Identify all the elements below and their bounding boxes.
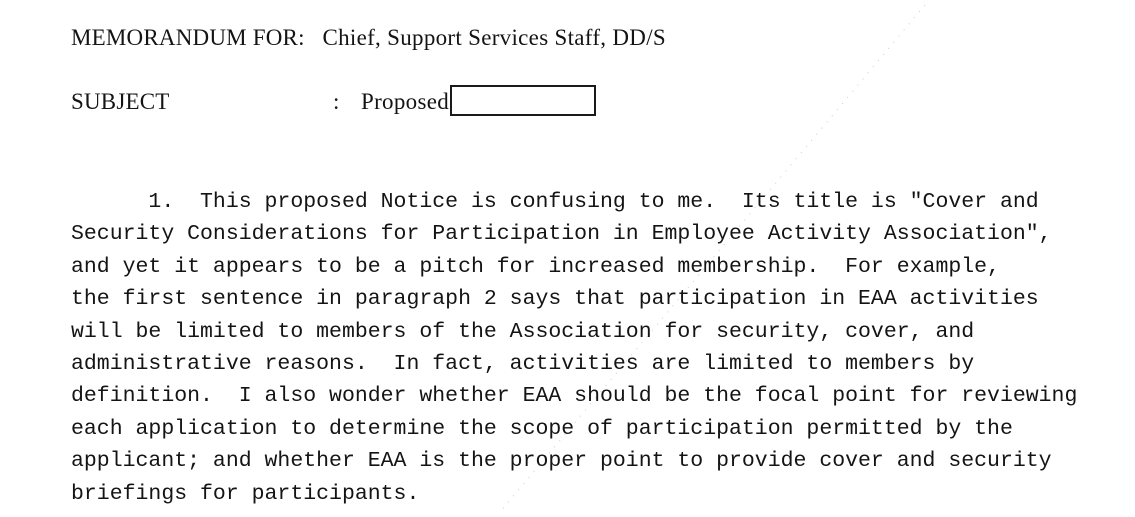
paragraph-line: definition. I also wonder whether EAA should be the focal point for reviewing xyxy=(71,384,1078,409)
paragraph-line: applicant; and whether EAA is the proper point to provide cover and security xyxy=(71,449,1052,474)
subject-value: Proposed xyxy=(361,89,450,114)
subject-label: SUBJECT xyxy=(71,89,170,114)
paragraph-line: and yet it appears to be a pitch for increased membership. For example, xyxy=(71,254,1000,279)
paragraph-line: 1. This proposed Notice is confusing to me. Its title is "Cover and xyxy=(71,190,1039,214)
memorandum-for-row xyxy=(71,24,666,52)
memorandum-for-recipient: Chief, Support Services Staff, DD/S xyxy=(322,25,666,50)
subject-row xyxy=(71,88,596,119)
paragraph-line: Security Considerations for Participation in Employee Activity Association", xyxy=(71,222,1052,247)
paragraph-line: will be limited to members of the Association for security, cover, and xyxy=(71,319,975,344)
paragraph-line: each application to determine the scope of participation permitted by the xyxy=(71,416,1013,441)
paragraph-line: the first sentence in paragraph 2 says that participation in EAA activities xyxy=(71,287,1039,312)
memorandum-for-label: MEMORANDUM FOR: xyxy=(71,25,305,50)
subject-separator: : xyxy=(333,89,340,114)
paragraph-line: briefings for participants. xyxy=(71,481,420,506)
paragraph-line: administrative reasons. In fact, activities are limited to members by xyxy=(71,352,975,377)
redaction-box xyxy=(450,85,596,116)
paragraph-1 xyxy=(71,186,1091,510)
